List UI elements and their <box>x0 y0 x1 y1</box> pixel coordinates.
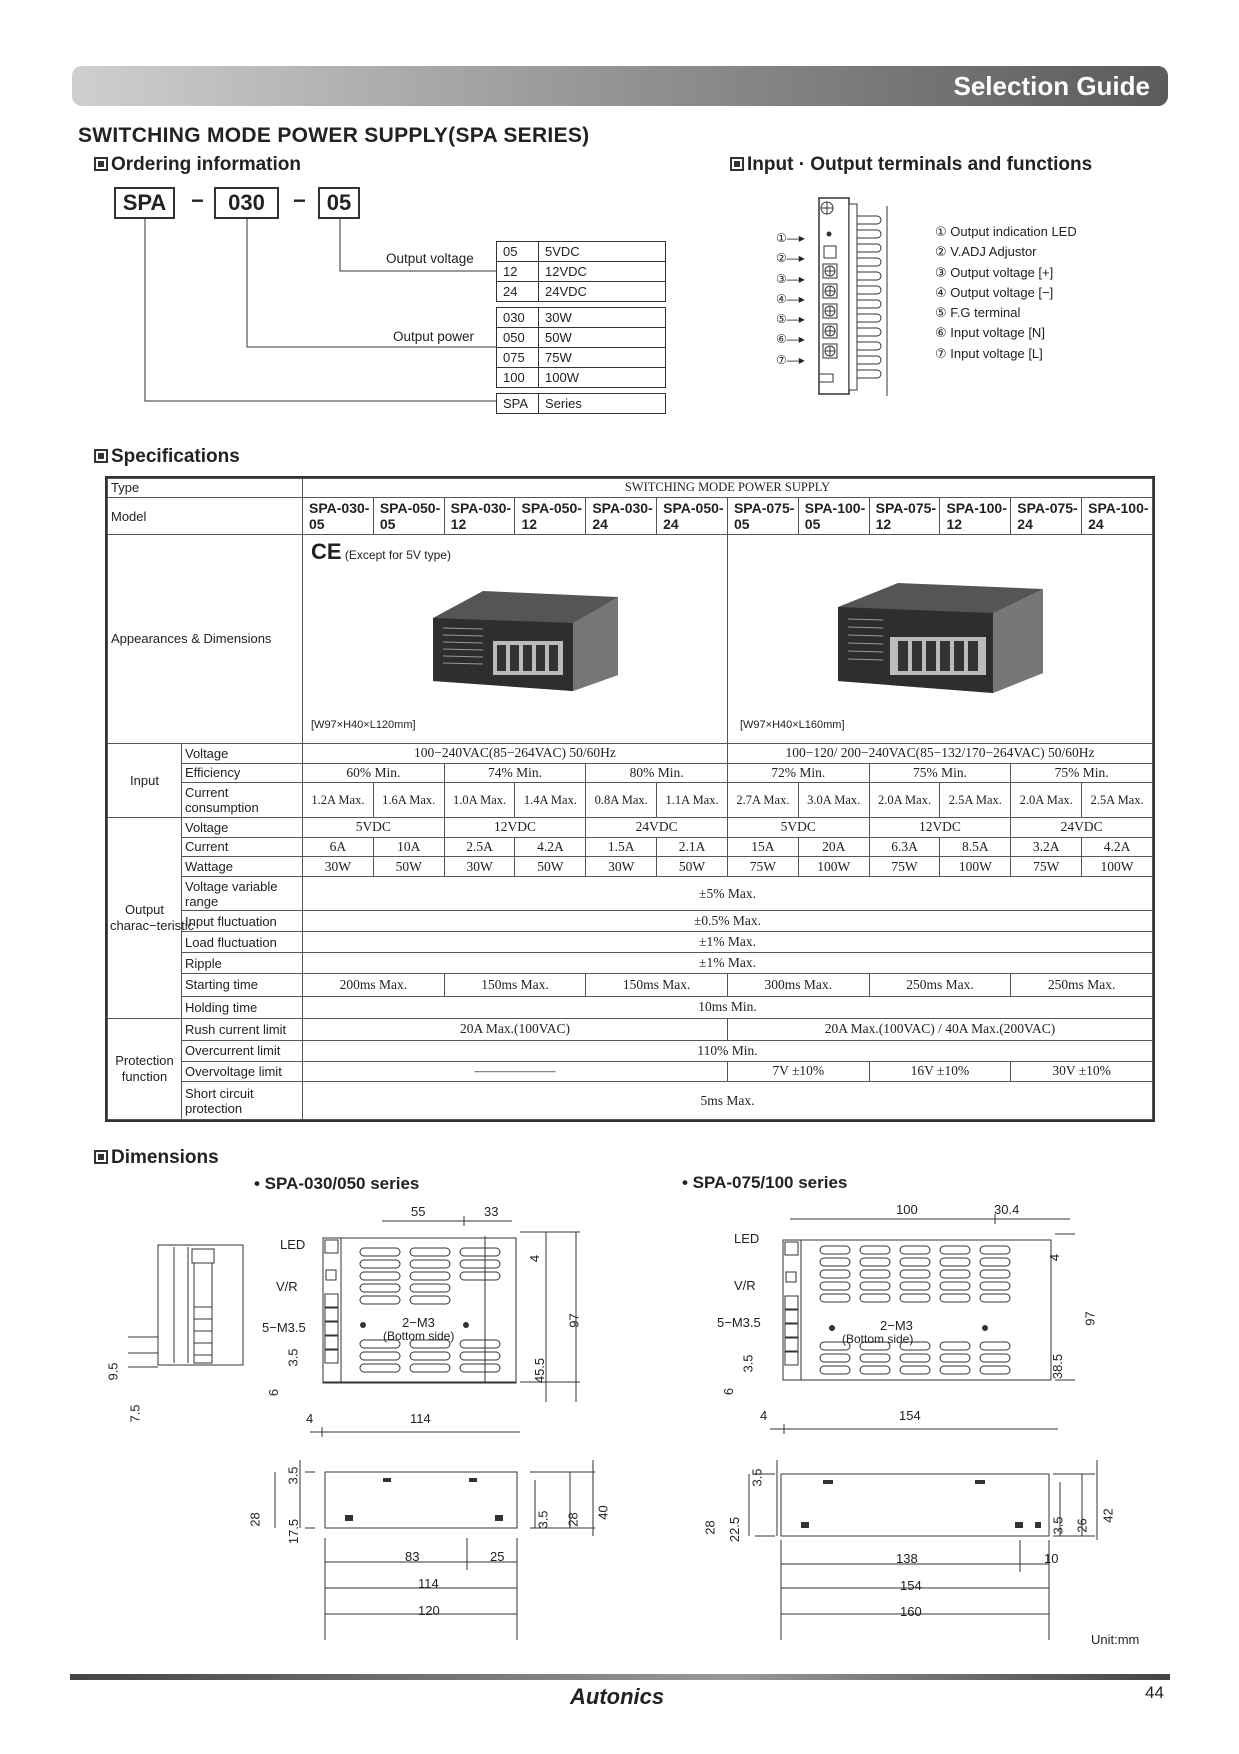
input-voltage-row: Input Voltage 100−240VAC(85−264VAC) 50/60Hz 100−120/ 200−240VAC(85−132/170−264VAC) 50/60Hz <box>108 743 1153 763</box>
model-cell: SPA-100-12 <box>940 497 1011 535</box>
dim-value: 28 <box>565 1512 581 1527</box>
terminal-marker: ⑦—▸ <box>776 352 805 367</box>
terminal-block-diagram <box>815 196 895 400</box>
m3-label: 2−M3 <box>402 1315 435 1330</box>
dim-value: 28 <box>247 1512 263 1527</box>
rush-current-row: Protection function Rush current limit 20A Max.(100VAC) 20A Max.(100VAC) / 40A Max.(200VAC) <box>108 1018 1153 1040</box>
wattage-row: Wattage 30W 50W 30W 50W 30W 50W 75W 100W 75W 100W 75W 100W <box>108 857 1153 877</box>
input-fluctuation-row: Input fluctuation ±0.5% Max. <box>108 911 1153 932</box>
m35-label: 5−M3.5 <box>717 1315 761 1330</box>
dim-value: 42 <box>1100 1508 1116 1523</box>
terminal-item: ⑥ Input voltage [N] <box>935 325 1045 341</box>
dim-value: 120 <box>418 1603 440 1618</box>
overvoltage-row: Overvoltage limit —————— 7V ±10% 16V ±10% 30V ±10% <box>108 1061 1153 1082</box>
dim-value: 6 <box>721 1387 737 1396</box>
option-row: 030 30W <box>497 308 666 328</box>
terminal-marker: ④—▸ <box>776 291 805 306</box>
dimension-note-large: [W97×H40×L160mm] <box>739 719 845 732</box>
option-row: 12 12VDC <box>497 262 666 282</box>
dim-value: 3.5 <box>285 1466 301 1485</box>
dim-value: 83 <box>405 1549 420 1564</box>
appearance-small <box>303 535 728 743</box>
dim-value: 3.5 <box>285 1348 301 1367</box>
vr-label: V/R <box>734 1278 756 1293</box>
ordering-heading: Ordering information <box>94 154 301 176</box>
dim-value: 3.5 <box>535 1510 551 1529</box>
dim-value: 3.5 <box>740 1354 756 1373</box>
dim-value: 3.5 <box>749 1468 765 1487</box>
dim-value: 100 <box>896 1202 918 1217</box>
section-bullet-icon <box>94 1150 108 1164</box>
load-fluctuation-row: Load fluctuation ±1% Max. <box>108 932 1153 953</box>
model-cell: SPA-050-12 <box>515 497 586 535</box>
dim-value: 55 <box>411 1204 426 1219</box>
code-power: 030 <box>214 187 279 219</box>
terminal-marker: ⑥—▸ <box>776 332 805 347</box>
voltage-option-table <box>496 241 666 302</box>
unit-note: Unit:mm <box>1091 1632 1140 1647</box>
bottom-side-label: (Bottom side) <box>842 1332 914 1346</box>
series-option-table <box>496 393 666 414</box>
bottom-side-label: (Bottom side) <box>383 1329 455 1343</box>
dim-value: 4 <box>306 1411 314 1426</box>
dim-arrow-top-small <box>382 1216 512 1226</box>
section-bullet-icon <box>94 449 108 463</box>
dim-value: 22.5 <box>727 1516 743 1543</box>
code-dash-2: − <box>293 188 306 213</box>
ordering-connector-lines <box>130 219 500 414</box>
series-large-label: • SPA-075/100 series <box>682 1173 848 1192</box>
starting-time-row: Starting time 200ms Max. 150ms Max. 150ms Max. 300ms Max. 250ms Max. 250ms Max. <box>108 974 1153 997</box>
option-row: 100 100W <box>497 368 666 388</box>
option-row: 075 75W <box>497 348 666 368</box>
dimension-large-front <box>775 1232 1075 1392</box>
short-circuit-row: Short circuit protection 5ms Max. <box>108 1082 1153 1120</box>
product-image-small <box>423 583 623 693</box>
dim-value: 160 <box>900 1604 922 1619</box>
dim-value: 3.5 <box>1050 1516 1066 1535</box>
dim-arrow-bottom-small <box>300 1427 520 1437</box>
dim-value: 114 <box>410 1411 431 1426</box>
option-row: 24 24VDC <box>497 282 666 302</box>
terminal-item: ④ Output voltage [−] <box>935 284 1054 300</box>
overcurrent-row: Overcurrent limit 110% Min. <box>108 1040 1153 1061</box>
section-bullet-icon <box>730 157 744 171</box>
dim-value: 4 <box>527 1254 543 1263</box>
model-cell: SPA-050-24 <box>657 497 728 535</box>
voltage-variable-range-row: Voltage variable range ±5% Max. <box>108 877 1153 911</box>
led-label: LED <box>734 1231 760 1246</box>
current-row: Current 6A 10A 2.5A 4.2A 1.5A 2.1A 15A 20A 6.3A 8.5A 3.2A 4.2A <box>108 837 1153 857</box>
page-title: SWITCHING MODE POWER SUPPLY(SPA SERIES) <box>78 124 590 147</box>
code-dash-1: − <box>191 188 204 213</box>
type-row: Type SWITCHING MODE POWER SUPPLY <box>108 479 1153 498</box>
terminal-marker: ②—▸ <box>776 251 805 266</box>
model-cell: SPA-075-05 <box>727 497 798 535</box>
appearance-row: Appearances & Dimensions CE (Except for 5V type) [W97×H40×L120mm] [W97×H40×L160mm] <box>108 535 1153 743</box>
appearance-large <box>727 535 1152 743</box>
dimensions-heading: Dimensions <box>94 1147 219 1169</box>
output-voltage-row: Output charac−teristic Voltage 5VDC 12VDC 24VDC 5VDC 12VDC 24VDC <box>108 817 1153 837</box>
dim-value: 114 <box>418 1576 439 1591</box>
option-row: SPA Series <box>497 394 666 414</box>
footer-rule <box>70 1674 1170 1680</box>
terminals-heading: Input · Output terminals and functions <box>730 154 1092 176</box>
power-option-table <box>496 307 666 388</box>
dim-value: 40 <box>595 1505 611 1520</box>
terminal-item: ⑦ Input voltage [L] <box>935 345 1043 361</box>
model-cell: SPA-075-12 <box>869 497 940 535</box>
banner-title: Selection Guide <box>953 71 1150 101</box>
dim-value: 26 <box>1074 1518 1090 1533</box>
model-cell: SPA-030-05 <box>303 497 374 535</box>
terminal-item: ② V.ADJ Adjustor <box>935 244 1037 260</box>
terminal-marker: ⑤—▸ <box>776 312 805 327</box>
footer-brand: Autonics <box>570 1684 665 1709</box>
dim-value: 7.5 <box>127 1404 143 1423</box>
terminal-markers <box>776 228 805 370</box>
code-series: SPA <box>114 187 175 219</box>
vr-label: V/R <box>276 1279 298 1294</box>
dim-value: 97 <box>1082 1311 1098 1326</box>
dim-arrow-bottom-large <box>770 1424 1060 1434</box>
terminal-item: ① Output indication LED <box>935 224 1077 239</box>
section-banner <box>72 66 1168 106</box>
ripple-row: Ripple ±1% Max. <box>108 953 1153 974</box>
model-cell: SPA-030-12 <box>444 497 515 535</box>
model-cell: SPA-100-05 <box>798 497 869 535</box>
dim-value: 10 <box>1044 1551 1059 1566</box>
dim-value: 17.5 <box>286 1518 302 1545</box>
terminal-item: ③ Output voltage [+] <box>935 264 1054 280</box>
terminal-function-list <box>935 224 1077 366</box>
option-row: 05 5VDC <box>497 242 666 262</box>
dim-value: 154 <box>899 1408 921 1423</box>
terminal-marker: ③—▸ <box>776 271 805 286</box>
page-number: 44 <box>1145 1683 1164 1702</box>
dim-value: 6 <box>266 1388 282 1397</box>
dim-value: 45.5 <box>532 1357 548 1384</box>
ce-mark-icon: CE <box>311 539 342 565</box>
output-power-label: Output power <box>393 329 475 344</box>
led-label: LED <box>280 1237 306 1252</box>
dimension-note-small: [W97×H40×L120mm] <box>311 719 416 732</box>
dim-value: 30.4 <box>994 1202 1020 1217</box>
dim-value: 28 <box>702 1520 718 1535</box>
model-cell: SPA-050-05 <box>373 497 444 535</box>
dim-value: 97 <box>566 1313 582 1328</box>
dim-value: 4 <box>1047 1253 1063 1262</box>
m3-label: 2−M3 <box>880 1318 913 1333</box>
option-row: 050 50W <box>497 328 666 348</box>
specifications-heading: Specifications <box>94 446 240 468</box>
dim-value: 38.5 <box>1050 1353 1066 1380</box>
current-consumption-row: Current consumption 1.2A Max. 1.6A Max. 1.0A Max. 1.4A Max. 0.8A Max. 1.1A Max. 2.7A Max. 3.0A Max. 2.0A Max. 2.5A Max. 2.0A Max. 2.5A Max. <box>108 783 1153 817</box>
terminal-marker: ①—▸ <box>776 231 805 245</box>
holding-time-row: Holding time 10ms Min. <box>108 996 1153 1018</box>
model-cell: SPA-075-24 <box>1011 497 1082 535</box>
model-cell: SPA-030-24 <box>586 497 657 535</box>
code-voltage: 05 <box>318 187 360 219</box>
dim-value: 25 <box>490 1549 505 1564</box>
product-image-large <box>828 577 1048 697</box>
specifications-table <box>105 476 1155 1122</box>
ce-note: (Except for 5V type) <box>344 548 451 563</box>
dim-value: 4 <box>760 1408 768 1423</box>
dim-arrow-top-large <box>790 1214 1070 1224</box>
dim-value: 33 <box>484 1204 499 1219</box>
model-row: Model SPA-030-05 SPA-050-05 SPA-030-12 SPA-050-12 SPA-030-24 SPA-050-24 SPA-075-05 SPA-100-05 SPA-075-12 SPA-100-12 SPA-075-24 SPA-100-24 <box>108 497 1153 535</box>
output-voltage-label: Output voltage <box>386 251 474 266</box>
dim-arrow-side-small <box>536 1232 584 1402</box>
m35-label: 5−M3.5 <box>262 1320 306 1335</box>
model-cell: SPA-100-24 <box>1082 497 1153 535</box>
efficiency-row: Efficiency 60% Min. 74% Min. 80% Min. 72% Min. 75% Min. 75% Min. <box>108 763 1153 783</box>
dim-value: 138 <box>896 1551 918 1566</box>
section-bullet-icon <box>94 157 108 171</box>
series-small-label: • SPA-030/050 series <box>254 1174 420 1193</box>
dim-value: 154 <box>900 1578 922 1593</box>
dim-value: 9.5 <box>105 1362 121 1381</box>
terminal-item: ⑤ F.G terminal <box>935 305 1021 321</box>
